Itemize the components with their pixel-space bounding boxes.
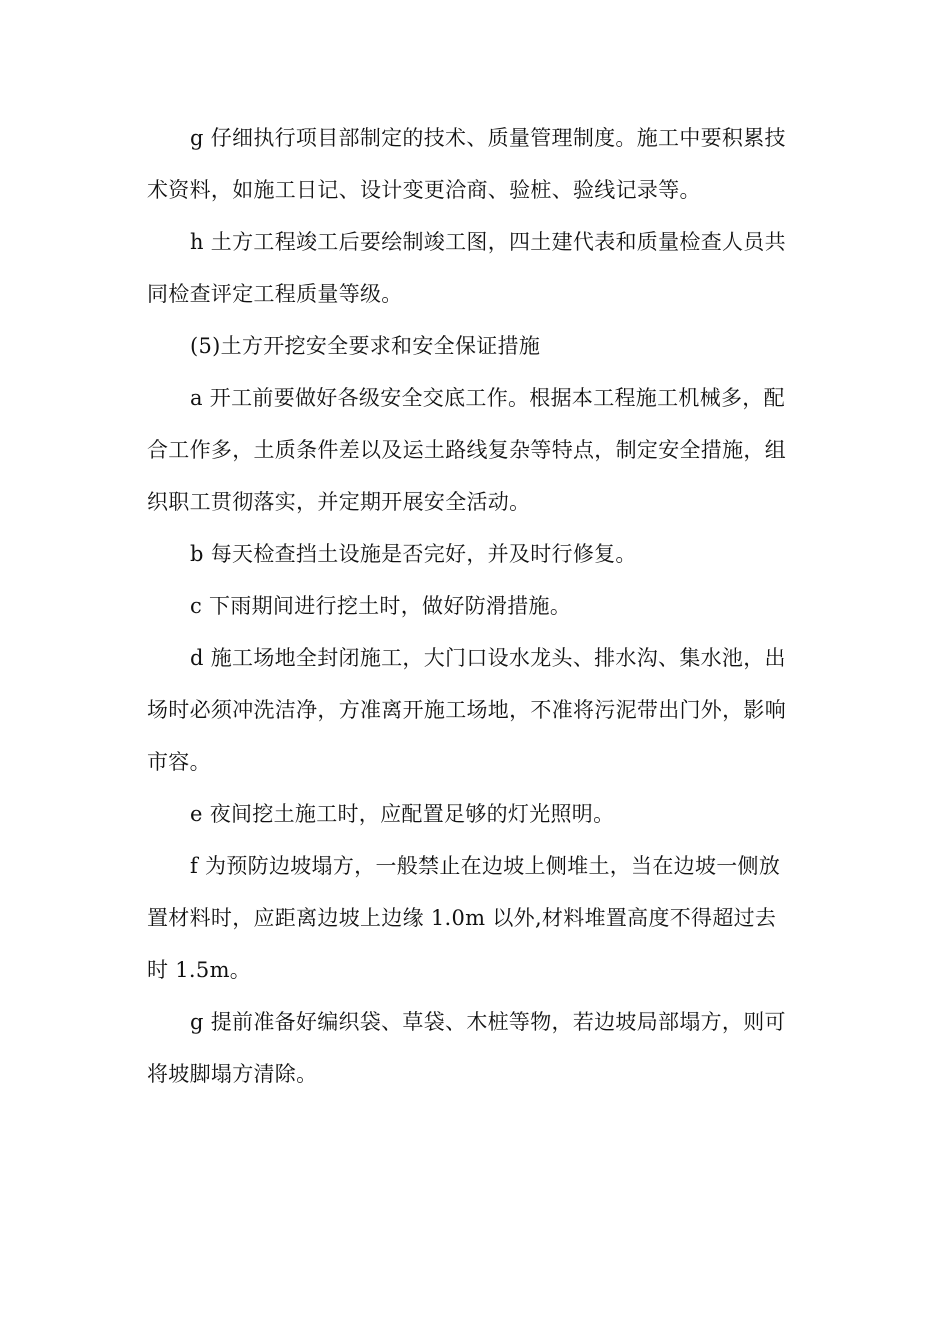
paragraph-g-quality-management: g 仔细执行项目部制定的技术、质量管理制度。施工中要积累技术资料，如施工日记、设计变更洽商、验桩、验线记录等。 xyxy=(147,126,786,202)
paragraph-d-site-enclosure: d 施工场地全封闭施工，大门口设水龙头、排水沟、集水池，出场时必须冲洗洁净，方准离开施工场地，不准将污泥带出门外，影响市容。 xyxy=(147,646,786,774)
paragraph-e-night-lighting: e 夜间挖土施工时，应配置足够的灯光照明。 xyxy=(190,802,615,826)
paragraph-c-rain-measures: c 下雨期间进行挖土时，做好防滑措施。 xyxy=(190,594,572,618)
paragraph-a-safety-briefing: a 开工前要做好各级安全交底工作。根据本工程施工机械多，配合工作多，土质条件差以及运土路线复杂等特点，制定安全措施，组织职工贯彻落实，并定期开展安全活动。 xyxy=(147,386,786,514)
paragraph-g-emergency-materials: g 提前准备好编织袋、草袋、木桩等物，若边坡局部塌方，则可将坡脚塌方清除。 xyxy=(147,1010,786,1086)
paragraph-b-daily-inspection: b 每天检查挡土设施是否完好，并及时行修复。 xyxy=(190,542,637,566)
section-heading-safety-measures: (5)土方开挖安全要求和安全保证措施 xyxy=(190,334,541,358)
paragraph-f-slope-collapse-prevention: f 为预防边坡塌方，一般禁止在边坡上侧堆土，当在边坡一侧放置材料时，应距离边坡上边缘 1.0m 以外,材料堆置高度不得超过去时 1.5m。 xyxy=(147,854,781,982)
document-body xyxy=(147,112,792,1100)
paragraph-h-completion-drawing: h 土方工程竣工后要绘制竣工图，四土建代表和质量检查人员共同检查评定工程质量等级。 xyxy=(147,230,786,306)
